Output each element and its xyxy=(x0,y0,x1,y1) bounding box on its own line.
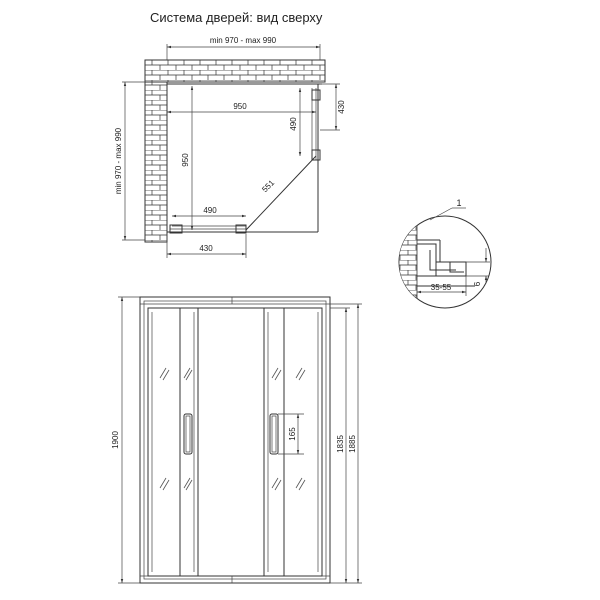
dim-490-side: 490 xyxy=(289,117,298,131)
right-handle xyxy=(270,414,278,454)
dim-950-horizontal: 950 xyxy=(233,102,247,111)
dim-430-front: 430 xyxy=(199,244,213,253)
dim-165: 165 xyxy=(288,427,297,441)
dim-490-front: 490 xyxy=(203,206,217,215)
left-wall xyxy=(145,82,167,242)
top-view xyxy=(114,36,346,258)
dim-430-side: 430 xyxy=(337,100,346,114)
dim-width-range: min 970 - max 990 xyxy=(209,36,277,45)
top-wall xyxy=(145,60,325,82)
dim-1885: 1885 xyxy=(348,435,357,453)
left-handle xyxy=(184,414,192,454)
page-title: Система дверей: вид сверху xyxy=(150,10,323,25)
dim-depth-range: min 970 - max 990 xyxy=(114,127,123,195)
dim-35-55: 35-55 xyxy=(430,283,452,292)
profile-detail xyxy=(399,198,491,308)
dim-6: 6 xyxy=(473,281,482,287)
dim-950-vertical: 950 xyxy=(181,153,190,167)
front-view xyxy=(111,297,362,583)
dim-551: 551 xyxy=(260,178,277,195)
dim-1900: 1900 xyxy=(111,431,120,449)
detail-callout-number: 1 xyxy=(456,198,462,208)
dim-1835: 1835 xyxy=(336,435,345,453)
